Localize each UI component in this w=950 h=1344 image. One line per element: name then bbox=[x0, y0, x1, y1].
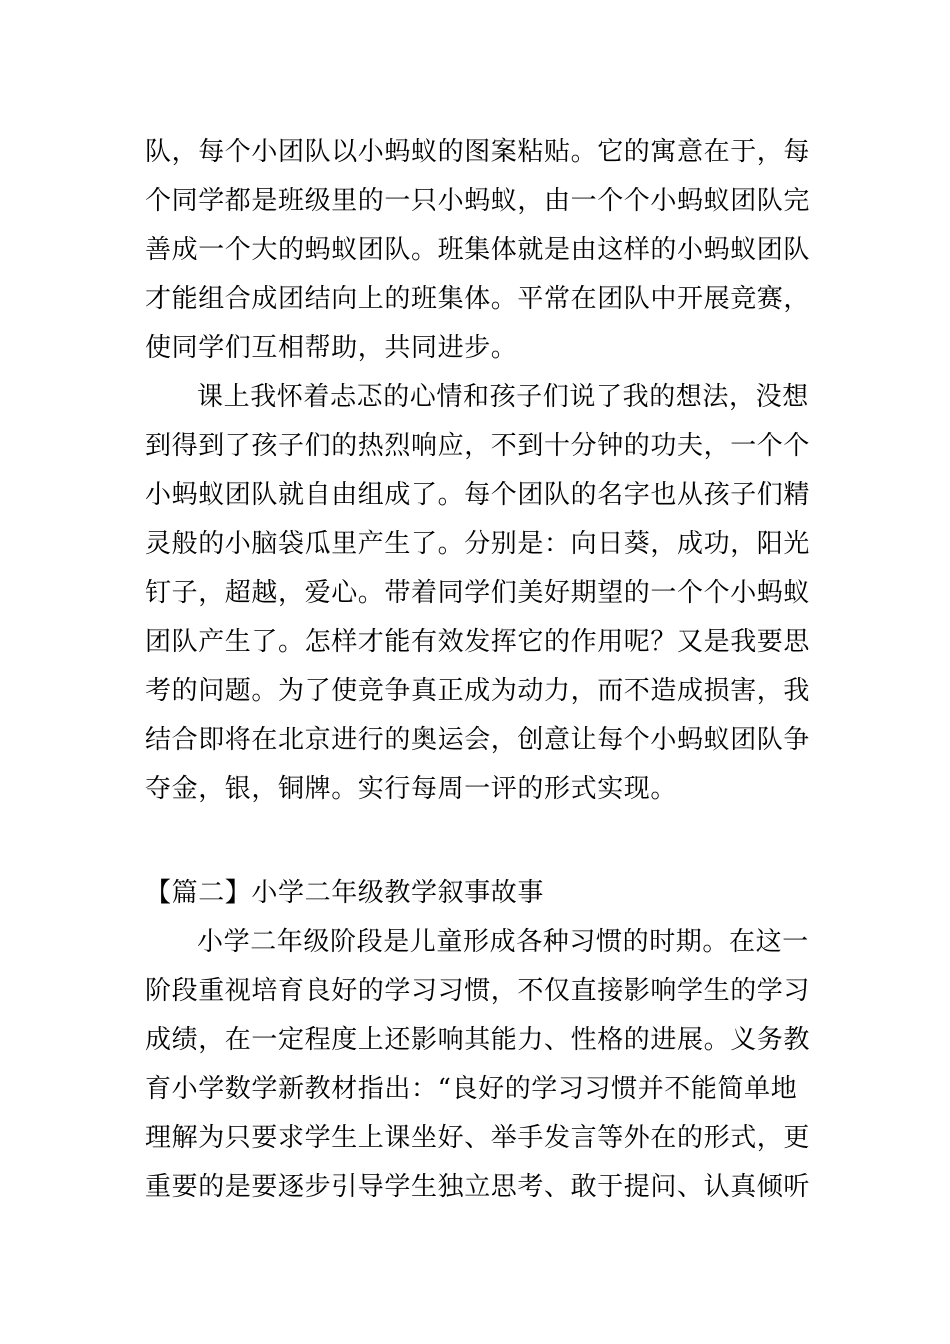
text-line: 理解为只要求学生上课坐好、举手发言等外在的形式，更 bbox=[145, 1123, 811, 1153]
text-line: 结合即将在北京进行的奥运会，创意让每个小蚂蚁团队争 bbox=[145, 725, 811, 755]
text-line: 小蚂蚁团队就自由组成了。每个团队的名字也从孩子们精 bbox=[145, 480, 811, 510]
section-heading: 【篇二】小学二年级教学叙事故事 bbox=[145, 878, 545, 908]
text-line: 育小学数学新教材指出：“良好的学习习惯并不能简单地 bbox=[145, 1074, 798, 1104]
text-line: 团队产生了。怎样才能有效发挥它的作用呢？又是我要思 bbox=[145, 627, 811, 657]
text-line: 个同学都是班级里的一只小蚂蚁，由一个个小蚂蚁团队完 bbox=[145, 186, 811, 216]
text-line: 灵般的小脑袋瓜里产生了。分别是：向日葵，成功，阳光 bbox=[145, 529, 811, 559]
text-line: 使同学们互相帮助，共同进步。 bbox=[145, 333, 518, 363]
text-line: 队，每个小团队以小蚂蚁的图案粘贴。它的寓意在于，每 bbox=[145, 137, 811, 167]
text-line: 夺金，银，铜牌。实行每周一评的形式实现。 bbox=[145, 774, 678, 804]
text-line: 成绩，在一定程度上还影响其能力、性格的进展。义务教 bbox=[145, 1025, 811, 1055]
paragraph-first-line: 课上我怀着忐忑的心情和孩子们说了我的想法，没想 bbox=[197, 382, 809, 412]
text-line: 才能组合成团结向上的班集体。平常在团队中开展竞赛， bbox=[145, 284, 811, 314]
text-line: 阶段重视培育良好的学习习惯，不仅直接影响学生的学习 bbox=[145, 976, 811, 1006]
text-line: 善成一个大的蚂蚁团队。班集体就是由这样的小蚂蚁团队 bbox=[145, 235, 811, 265]
text-line: 重要的是要逐步引导学生独立思考、敢于提问、认真倾听 bbox=[145, 1172, 811, 1202]
text-line: 考的问题。为了使竞争真正成为动力，而不造成损害，我 bbox=[145, 676, 811, 706]
text-line: 钉子，超越，爱心。带着同学们美好期望的一个个小蚂蚁 bbox=[145, 578, 811, 608]
text-line: 到得到了孩子们的热烈响应，不到十分钟的功夫，一个个 bbox=[145, 431, 811, 461]
paragraph-first-line: 小学二年级阶段是儿童形成各种习惯的时期。在这一 bbox=[197, 927, 809, 957]
